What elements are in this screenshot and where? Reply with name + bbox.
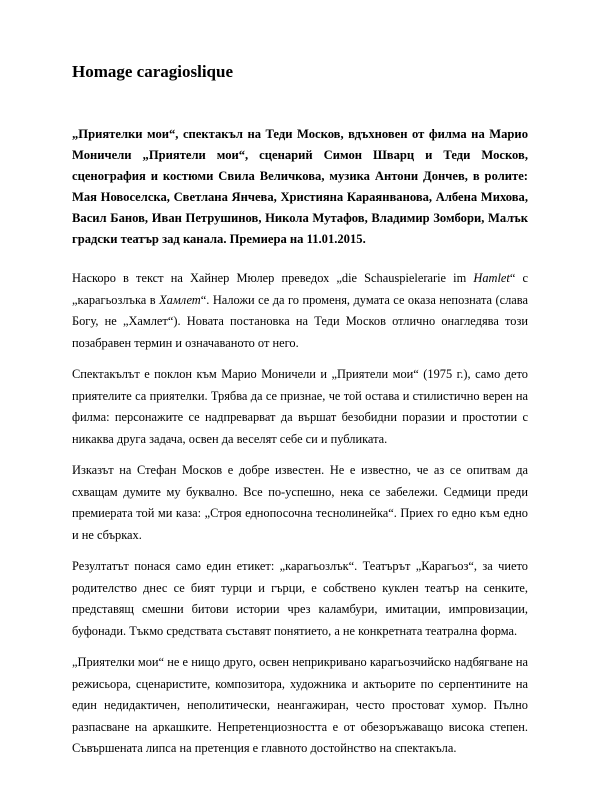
article-title: Homage caragioslique (72, 62, 234, 81)
paragraph-5: „Приятелки мои“ не е нищо друго, освен неприкривано карагьозчийско надбягване на режисьора, сценаристите, композитора, художника и актьорите по серпентините на един недидактичен, неполитически, неангажиран, често простоват хумор. Пълно разпасване на аркашките. Непретенциозността е от обезоръжаващо висока степен. Съвършената липса на претенция е главното достойнство на спектакъла. (72, 655, 528, 755)
paragraph-1-part-c: “. Наложи се да го променя, думата се оказа непозната (слава Богу, не „Хамлет“). Новата постановка на Теди Москов отлично онагледява този позабравен термин и означаваното от него. (72, 292, 528, 350)
paragraph-3: Изказът на Стефан Москов е добре известен. Не е известно, че аз се опитвам да схващам думите му буквално. Все по-успешно, нека се забележи. Седмици преди премиерата той ми каза: „Строя еднопосочна теснолинейка“. Приех го едно към едно и не сбърках. (72, 463, 528, 542)
paragraph-1-part-b: “ с „карагьозлъка в (72, 271, 528, 307)
hamlet-title-de: Hamlet (473, 271, 510, 285)
hamlet-title-bg: Хамлет (159, 292, 201, 307)
paragraph-2: Спектакълът е поклон към Марио Моничели и „Приятели мои“ (1975 г.), само дето приятелите са приятелки. Трябва да се признае, че той остава и стилистично верен на филма: персонажите се надпреварват да вършат безобидни поразии и простотии с никаква друга задача, освен да веселят себе си и публиката. (72, 367, 528, 446)
article-body (72, 268, 528, 770)
paragraph-4: Резултатът понася само един етикет: „карагьозлък“. Театърът „Карагьоз“, за чието родителство днес се бият турци и гърци, е собствено куклен театър на сенките, представящ смешни битови истории чрез каламбури, имитации, импровизации, буфонади. Тъкмо средствата съставят понятието, а не конкретната театрална форма. (72, 559, 528, 638)
production-credits: „Приятелки мои“, спектакъл на Теди Москов, вдъхновен от филма на Марио Моничели „Приятели мои“, сценарий Симон Шварц и Теди Москов, сценография и костюми Свила Величкова, музика Антони Дончев, в ролите: Мая Новоселска, Светлана Янчева, Християна Караянванова, Албена Михова, Васил Банов, Иван Петрушинов, Никола Мутафов, Владимир Зомбори, Малък градски театър зад канала. Премиера на 11.01.2015. (72, 127, 528, 246)
paragraph-1 (72, 268, 528, 354)
paragraph-1-part-a: Наскоро в текст на Хайнер Мюлер преведох „die Schauspielerarie im (72, 271, 474, 285)
